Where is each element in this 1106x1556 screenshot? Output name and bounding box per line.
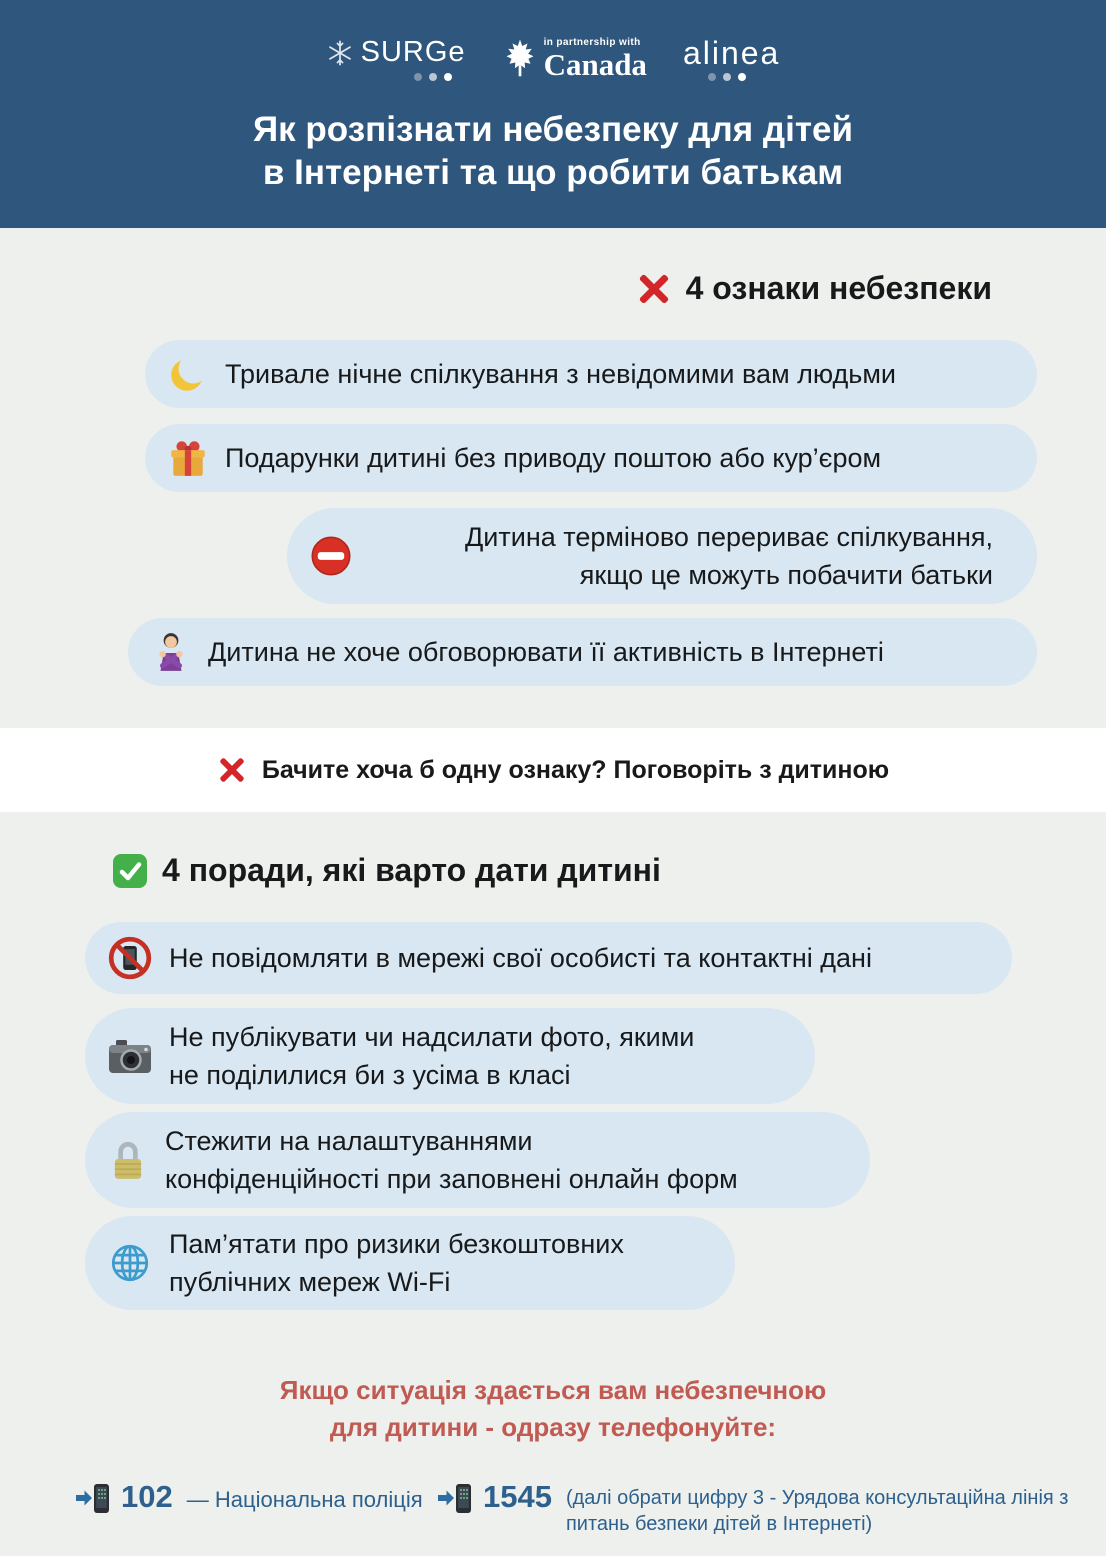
- phone-with-arrow-icon: [437, 1482, 473, 1516]
- no-entry-icon: [309, 534, 353, 578]
- person-gesturing-no-icon: [150, 631, 192, 673]
- alinea-logo-text: alinea: [682, 34, 781, 71]
- hotlines: [75, 1476, 1106, 1538]
- warning-line1: Якщо ситуація здається вам небезпечною: [279, 1375, 827, 1405]
- cross-mark-icon: [217, 755, 247, 785]
- hotline-number: 1545: [483, 1479, 552, 1514]
- lock-icon: [107, 1138, 149, 1182]
- sign-text-line1: Дитина терміново перериває спілкування,: [465, 521, 993, 552]
- page-title-line2: в Інтернеті та що робити батькам: [262, 153, 844, 193]
- advice-item-privacy-settings: [85, 1112, 870, 1208]
- banner-text: Бачите хоча б одну ознаку? Поговоріть з дитиною: [261, 755, 890, 784]
- advice-text-line1: Пам’ятати про ризики безкоштовних: [169, 1228, 624, 1259]
- globe-icon: [107, 1240, 153, 1286]
- crescent-moon-icon: [167, 353, 209, 395]
- advice-text-line2: не поділилися би з усіма в класі: [169, 1060, 571, 1090]
- camera-icon: [107, 1036, 153, 1076]
- sign-text: Дитина не хоче обговорювати її активність в Інтернеті: [208, 636, 884, 667]
- sign-item-gifts: [145, 424, 1037, 492]
- check-mark-icon: [112, 853, 148, 889]
- surge-logo-text: SURGe: [360, 36, 466, 68]
- sign-item-avoids-discussion: [128, 618, 1037, 686]
- alinea-logo-dots: [708, 73, 746, 81]
- partner-logos: [0, 36, 1106, 81]
- gift-icon: [167, 437, 209, 479]
- hotline-number: 102: [121, 1479, 173, 1514]
- warning-line2: для дитини - одразу телефонуйте:: [329, 1411, 777, 1442]
- hotline-description: (далі обрати цифру 3 - Урядова консультаційна лінія з питань безпеки дітей в Інтернеті): [565, 1487, 1069, 1536]
- maple-leaf-icon: [502, 38, 538, 80]
- canada-logo: [502, 37, 647, 80]
- sign-item-night-chat: [145, 340, 1037, 408]
- alinea-logo: [682, 34, 781, 81]
- advice-item-public-wifi: [85, 1216, 735, 1310]
- advice-text-line1: Стежити на налаштуваннями: [165, 1125, 533, 1156]
- cross-mark-icon: [636, 271, 672, 307]
- header: [0, 0, 1106, 228]
- emergency-warning-text: [0, 1372, 1106, 1446]
- sign-text: Подарунки дитині без приводу поштою або кур’єром: [225, 442, 882, 473]
- partnership-label: in partnership with: [543, 37, 641, 48]
- hotline-police: [75, 1476, 437, 1516]
- advice-text-line2: конфіденційності при заповнені онлайн форм: [165, 1164, 738, 1194]
- advice-item-personal-data: [85, 922, 1012, 994]
- advice-text-line2: публічних мереж Wi-Fi: [169, 1267, 451, 1297]
- signs-heading-label: 4 ознаки небезпеки: [685, 270, 992, 306]
- advice-text-line1: Не публікувати чи надсилати фото, якими: [169, 1021, 695, 1052]
- sign-item-interrupts-chat: [287, 508, 1037, 604]
- call-to-action-banner: [0, 728, 1106, 812]
- sign-text: Тривале нічне спілкування з невідомими вам людьми: [225, 358, 897, 389]
- page-title: [0, 108, 1106, 195]
- snowflake-icon: [326, 39, 354, 67]
- phone-with-arrow-icon: [75, 1482, 111, 1516]
- surge-logo: [326, 36, 466, 81]
- advice-text: Не повідомляти в мережі свої особисті та контактні дані: [169, 942, 872, 973]
- advice-section-heading: [112, 852, 661, 889]
- hotline-description: — Національна поліція: [186, 1487, 423, 1512]
- advice-heading-label: 4 поради, які варто дати дитині: [162, 852, 661, 888]
- no-mobile-phone-icon: [107, 935, 153, 981]
- surge-logo-dots: [414, 73, 452, 81]
- canada-logo-text: Canada: [543, 47, 647, 82]
- hotline-consultation-line: [437, 1476, 1106, 1538]
- signs-section-heading: [636, 270, 992, 307]
- sign-text-line2: якщо це можуть побачити батьки: [579, 560, 993, 590]
- advice-item-photos: [85, 1008, 815, 1104]
- page-title-line1: Як розпізнати небезпеку для дітей: [253, 110, 853, 149]
